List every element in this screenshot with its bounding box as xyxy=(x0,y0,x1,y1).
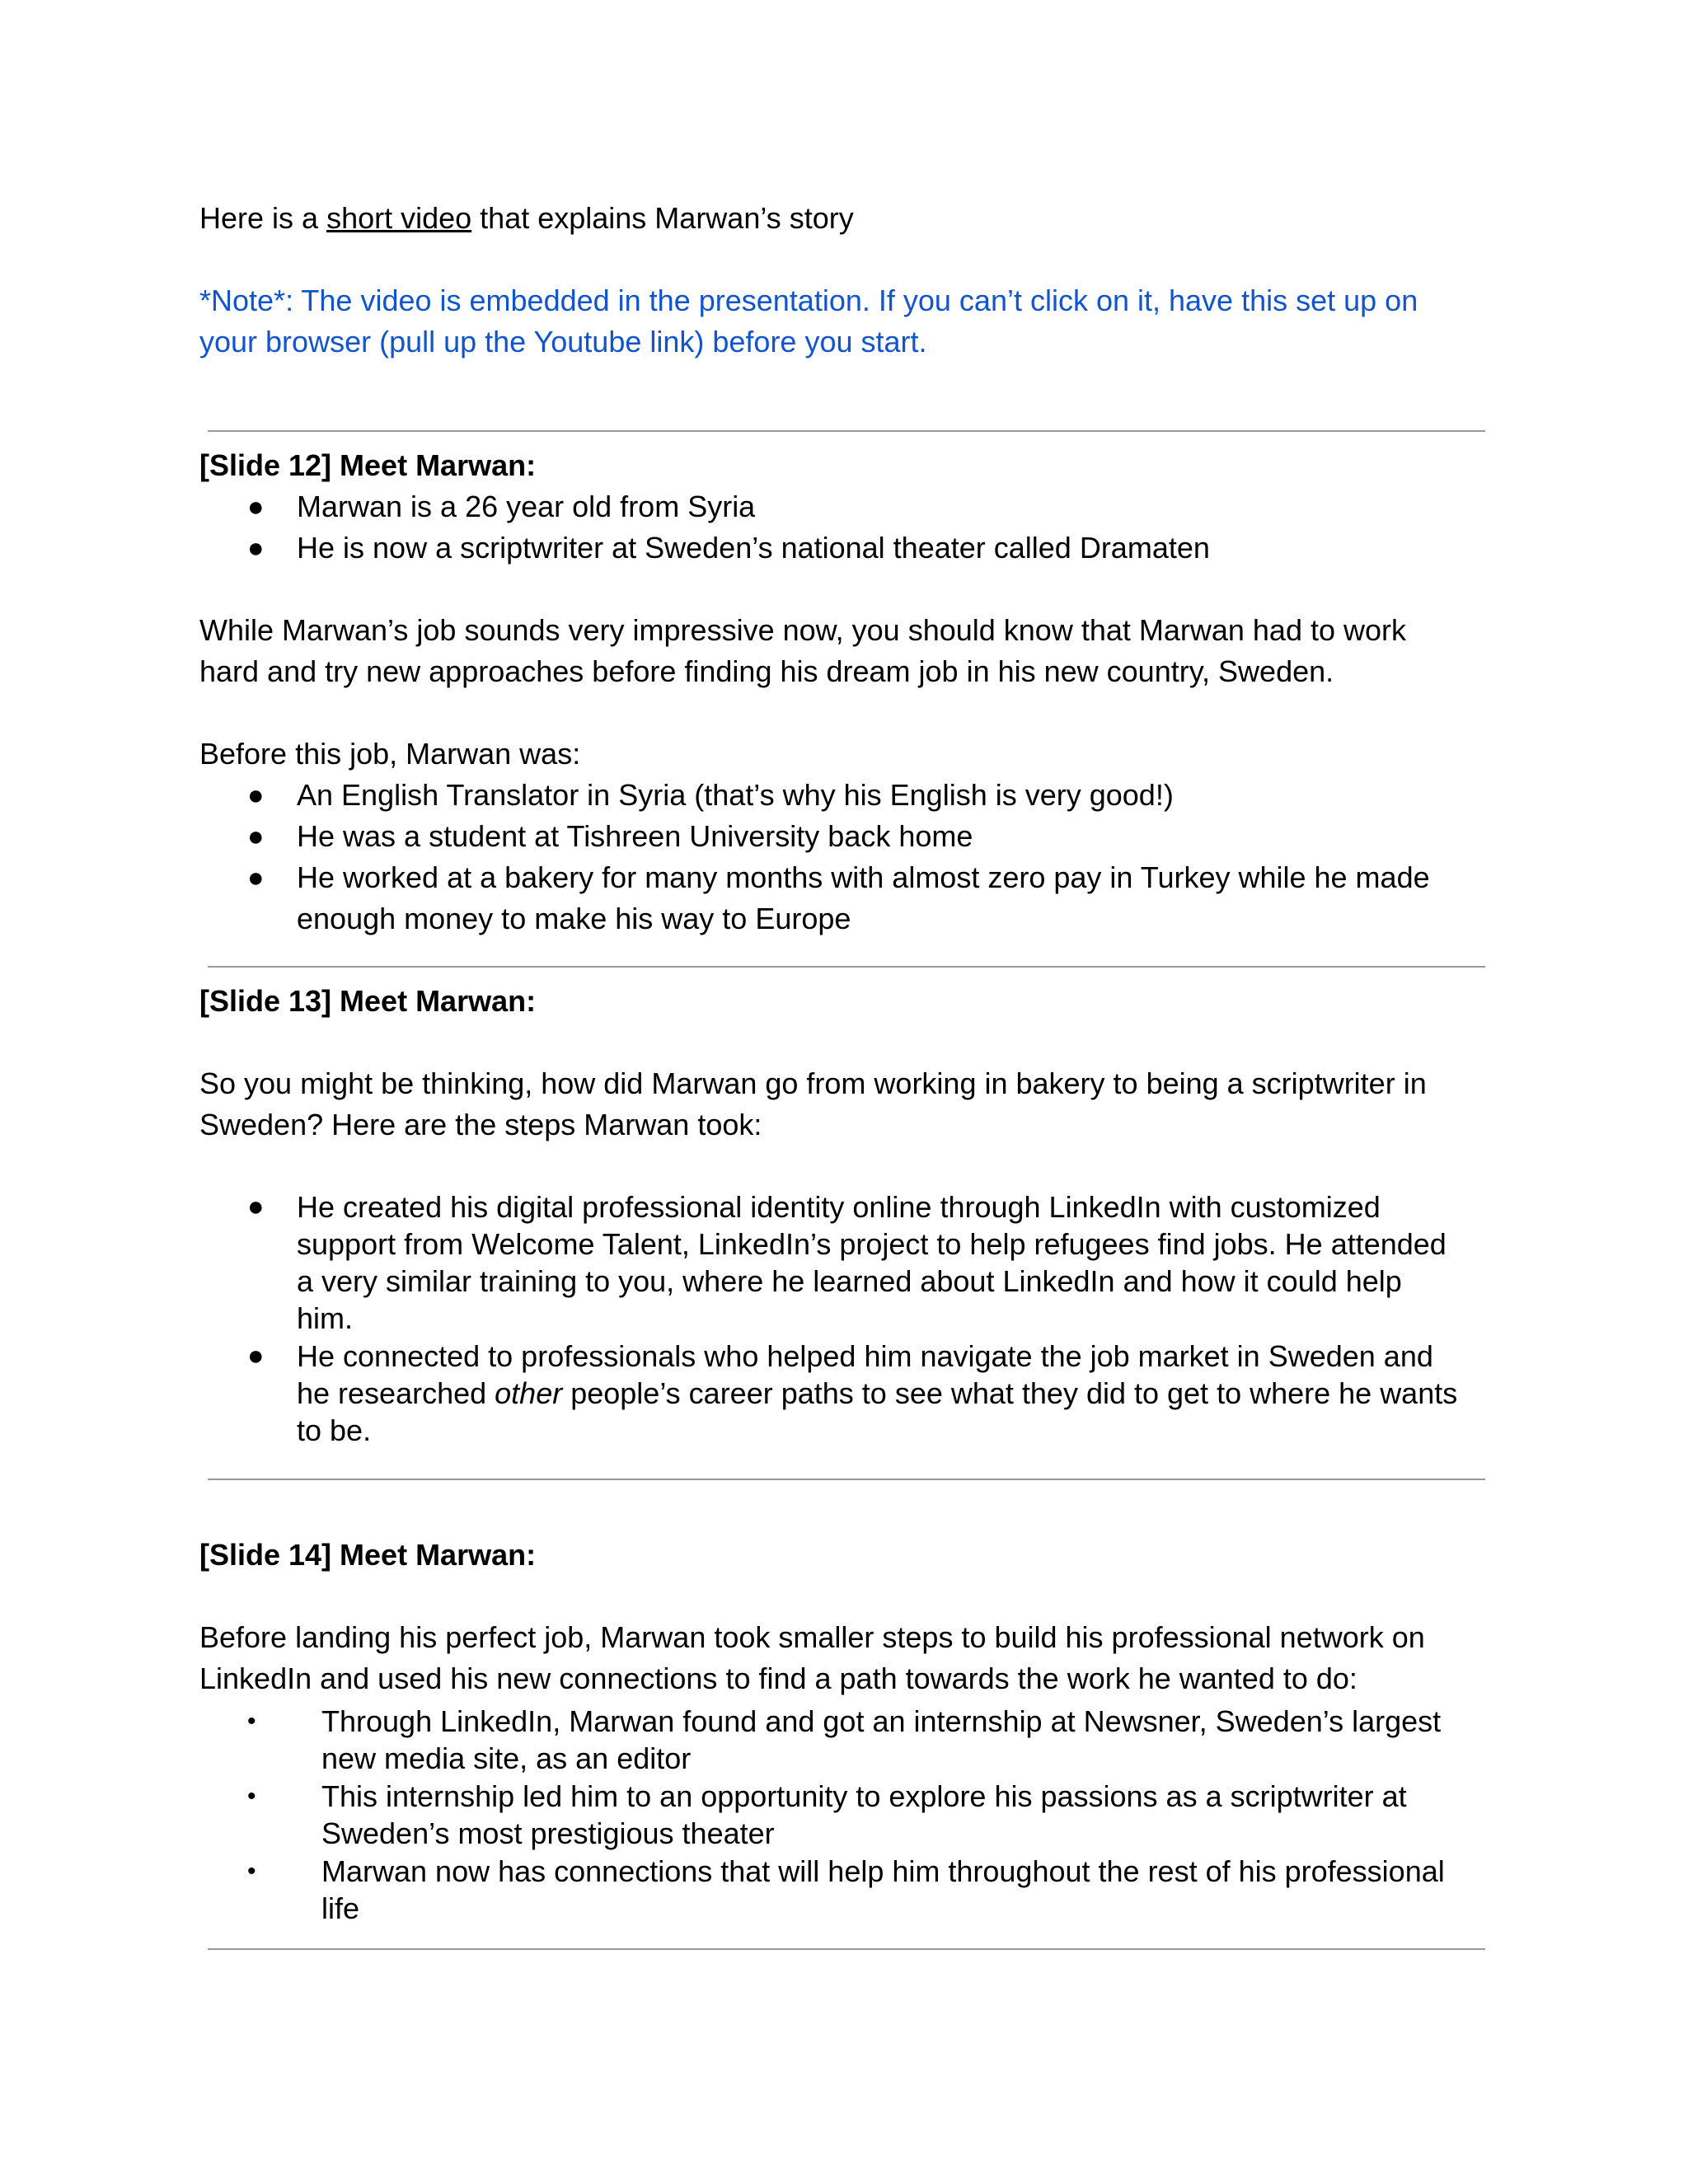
list-item-text: He created his digital professional identity online through LinkedIn with customized xyxy=(297,1190,1381,1224)
divider xyxy=(208,430,1485,432)
bullet-icon: ● xyxy=(247,821,265,852)
intro-suffix: that explains Marwan’s story xyxy=(471,201,854,235)
list-item-text: Marwan now has connections that will help him throughout the rest of his professional xyxy=(321,1854,1445,1888)
divider xyxy=(208,1948,1485,1950)
list-item-text: Marwan is a 26 year old from Syria xyxy=(297,490,756,523)
list-item-text: Through LinkedIn, Marwan found and got an internship at Newsner, Sweden’s largest xyxy=(321,1704,1442,1738)
list-item-text: He is now a scriptwriter at Sweden’s national theater called Dramaten xyxy=(297,531,1210,565)
slide-13-heading: [Slide 13] Meet Marwan: xyxy=(199,984,537,1018)
list-item-text: This internship led him to an opportunity to explore his passions as a scriptwriter at xyxy=(321,1779,1407,1813)
divider xyxy=(208,966,1485,968)
bullet-icon: • xyxy=(247,1783,256,1810)
note-line-1: *Note*: The video is embedded in the presentation. If you can’t click on it, have this set up on xyxy=(199,284,1418,317)
paragraph-line: Before this job, Marwan was: xyxy=(199,737,581,771)
list-item-text: him. xyxy=(297,1301,354,1335)
list-item-text: support from Welcome Talent, LinkedIn’s project to help refugees find jobs. He attended xyxy=(297,1227,1447,1261)
list-item-text: He was a student at Tishreen University back home xyxy=(297,819,973,853)
intro-line xyxy=(199,198,854,239)
bullet-icon: ● xyxy=(247,780,265,811)
list-item-text: new media site, as an editor xyxy=(321,1741,692,1775)
bullet-icon: • xyxy=(247,1858,256,1885)
list-item-text: An English Translator in Syria (that’s why his English is very good!) xyxy=(297,778,1174,812)
bullet-icon: ● xyxy=(247,1340,265,1371)
list-item-text: Sweden’s most prestigious theater xyxy=(321,1816,775,1850)
list-item-text: He worked at a bakery for many months with almost zero pay in Turkey while he made xyxy=(297,860,1430,894)
short-video-link[interactable]: short video xyxy=(326,201,472,235)
list-item-text: enough money to make his way to Europe xyxy=(297,902,851,935)
bullet-icon: ● xyxy=(247,491,265,523)
bullet-icon: ● xyxy=(247,1191,265,1222)
bullet-icon: • xyxy=(247,1708,256,1735)
paragraph-line: Before landing his perfect job, Marwan took smaller steps to build his professional network on xyxy=(199,1620,1425,1654)
list-item-text: life xyxy=(321,1891,360,1925)
paragraph-line: So you might be thinking, how did Marwan go from working in bakery to being a scriptwriter in xyxy=(199,1066,1427,1100)
bullet-icon: ● xyxy=(247,862,265,893)
paragraph-line: hard and try new approaches before finding his dream job in his new country, Sweden. xyxy=(199,654,1334,688)
list-item-text: a very similar training to you, where he learned about LinkedIn and how it could help xyxy=(297,1264,1402,1298)
bullet-icon: ● xyxy=(247,532,265,564)
list-item-text: to be. xyxy=(297,1413,372,1447)
note-line-2: your browser (pull up the Youtube link) before you start. xyxy=(199,325,927,359)
paragraph-line: Sweden? Here are the steps Marwan took: xyxy=(199,1108,762,1141)
list-item-text: He connected to professionals who helped him navigate the job market in Sweden and xyxy=(297,1339,1433,1373)
paragraph-line: While Marwan’s job sounds very impressive now, you should know that Marwan had to work xyxy=(199,613,1407,647)
paragraph-line: LinkedIn and used his new connections to find a path towards the work he wanted to do: xyxy=(199,1661,1357,1695)
intro-prefix: Here is a xyxy=(199,201,327,235)
slide-14-heading: [Slide 14] Meet Marwan: xyxy=(199,1538,537,1572)
divider xyxy=(208,1479,1485,1480)
list-item-text: he researched other people’s career paths to see what they did to get to where he wants xyxy=(297,1376,1458,1410)
slide-12-heading: [Slide 12] Meet Marwan: xyxy=(199,448,537,482)
emphasis-text: other xyxy=(495,1376,563,1410)
